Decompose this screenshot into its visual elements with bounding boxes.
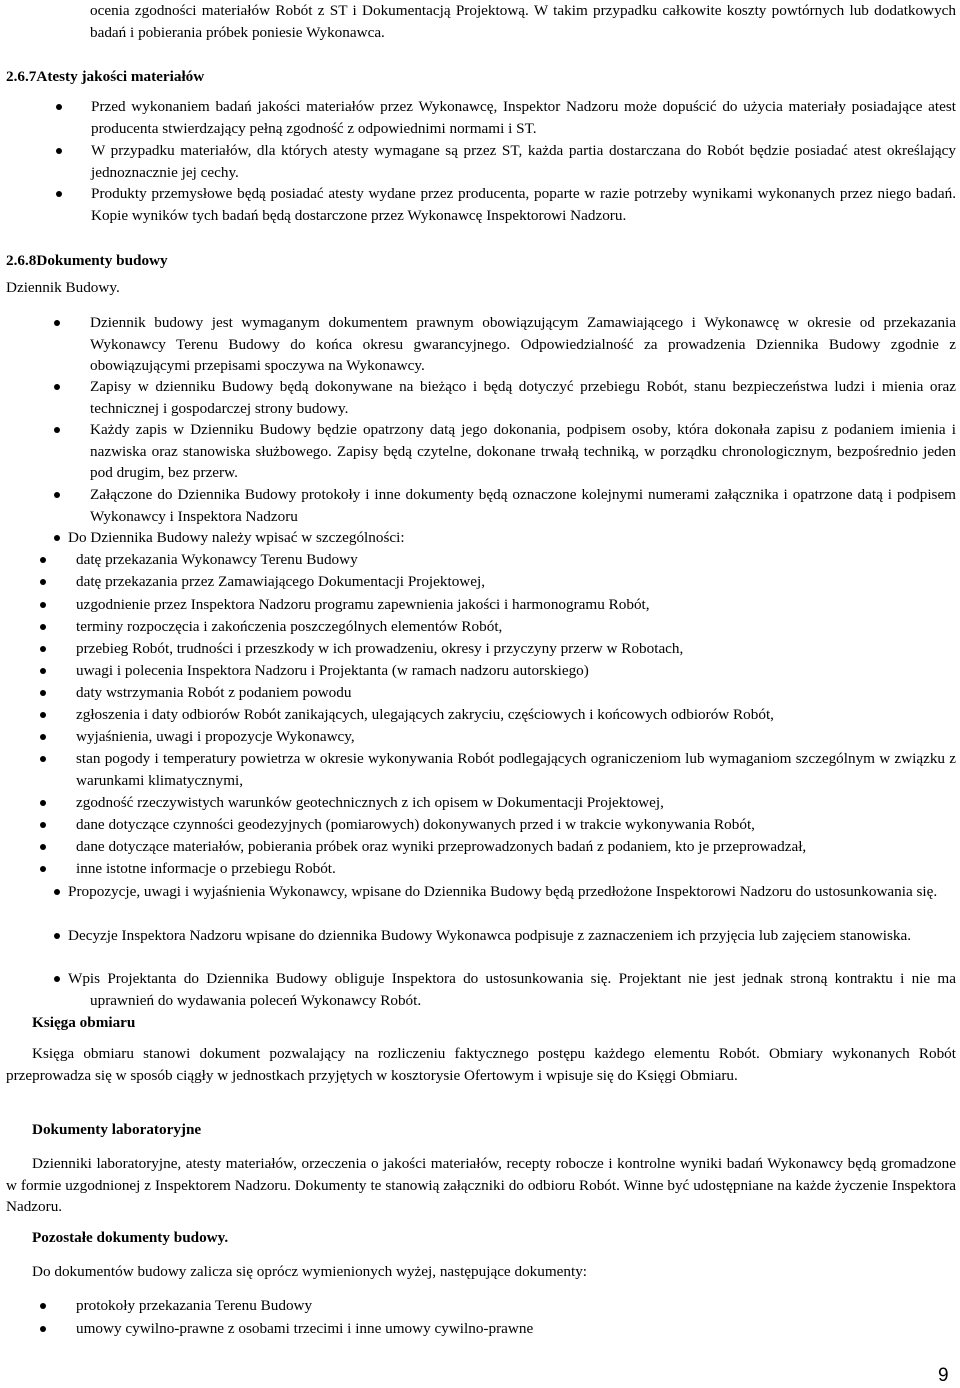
bullet-icon [54,384,60,390]
laboratoryjne-heading: Dokumenty laboratoryjne [32,1121,202,1138]
section-268-number: 2.6.8 [6,252,37,269]
bullet-icon [54,492,60,498]
bullet-icon [40,579,46,585]
bullet-icon [54,427,60,433]
sublist-item-text: przebieg Robót, trudności i przeszkody w ich prowadzeniu, okresy i przyczyny przerw w Robotach, [76,640,684,657]
bullet-icon [54,889,60,895]
section-268-title: Dokumenty budowy [36,252,168,269]
sublist-item-text: uzgodnienie przez Inspektora Nadzoru programu zapewnienia jakości i harmonogramu Robót, [76,596,650,613]
list-item [54,376,956,419]
list-item-text: Każdy zapis w Dzienniku Budowy będzie opatrzony datą jego dokonania, podpisem osoby, która dokonała zapisu z podaniem imienia i nazwiska oraz stanowiska służbowego. Zapisy będą czytelne, dokonane trwałą techniką, w porządku chronologicznym, bezpośrednio jeden pod drugim, bez przerw. [90,421,956,482]
list-item [54,527,956,549]
list-item [56,96,956,139]
sublist-item [40,814,956,836]
intro-paragraph: ocenia zgodności materiałów Robót z ST i Dokumentacją Projektową. W takim przypadku całkowite koszty powtórnych lub dodatkowych badań i pobierania próbek poniesie Wykonawca. [90,2,956,41]
sublist-item-text: zgodność rzeczywistych warunków geotechnicznych z ich opisem w Dokumentacji Projektowej, [76,794,664,811]
bullet-icon [56,148,62,154]
bullet-icon [56,191,62,197]
sublist-item [40,549,956,571]
sublist-item [40,616,956,638]
ksiega-heading: Księga obmiaru [32,1014,136,1031]
sublist-item [40,726,956,748]
ksiega-paragraph: Księga obmiaru stanowi dokument pozwalający na rozliczeniu faktycznego postępu każdego elementu Robót. Obmiary wykonanych Robót przeprowadza się w sposób ciągły w jednostkach przyjętych w kosztorysie Ofertowym i wpisuje się do Księgi Obmiaru. [6,1045,956,1084]
list-item-text: protokoły przekazania Terenu Budowy [76,1297,313,1314]
sublist-item [40,748,956,791]
sublist-item-text: stan pogody i temperatury powietrza w okresie wykonywania Robót podlegających ograniczeniom lub wymaganiom szczególnym w związku z warunkami klimatycznymi, [76,750,956,789]
list-item [54,881,956,903]
bullet-icon [40,624,46,630]
sublist-item-text: datę przekazania Wykonawcy Terenu Budowy [76,551,358,568]
bullet-icon [40,646,46,652]
list-item-text: umowy cywilno-prawne z osobami trzecimi i inne umowy cywilno-prawne [76,1320,534,1337]
list-item [54,968,956,1011]
sublist-item [40,704,956,726]
list-item [54,484,956,527]
list-item-text: Dziennik budowy jest wymaganym dokumentem prawnym obowiązującym Zamawiającego i Wykonawcę w okresie od przekazania Wykonawcy Terenu Budowy do końca okresu gwarancyjnego. Odpowiedzialność za prowadzenia Dziennika Budowy zgodnie z obowiązującymi przepisami spoczywa na Wykonawcy. [90,314,956,375]
section-267-heading [6,66,204,88]
list-item [40,1318,956,1340]
sublist-item [40,792,956,814]
pozostale-heading: Pozostałe dokumenty budowy. [32,1229,229,1246]
bullet-icon [54,535,60,541]
list-item-text: Produkty przemysłowe będą posiadać atesty wydane przez producenta, poparte w razie potrzeby wynikami wykonanych przez niego badań. Kopie wyników tych badań będą dostarczone przez Wykonawcę Inspektorowi Nadzoru. [91,185,956,224]
list-item-text: Przed wykonaniem badań jakości materiałów przez Wykonawcę, Inspektor Nadzoru może dopuścić do użycia materiały posiadające atest producenta stwierdzający pełną zgodność z odpowiednimi normami i ST. [91,98,956,137]
sublist-item [40,571,956,593]
section-267-number: 2.6.7 [6,68,37,85]
bullet-icon [40,668,46,674]
list-item-text: W przypadku materiałów, dla których atesty wymagane są przez ST, każda partia dostarczana do Robót będzie posiadać atest określający jednoznacznie jej cechy. [91,142,956,181]
sublist-item-text: datę przekazania przez Zamawiającego Dokumentacji Projektowej, [76,573,486,590]
sublist-item [40,594,956,616]
list-item [54,419,956,484]
bullet-icon [40,866,46,872]
sublist-item [40,660,956,682]
sublist-item-text: zgłoszenia i daty odbiorów Robót zanikających, ulegających zakryciu, częściowych i końcowych odbiorów Robót, [76,706,774,723]
bullet-icon [56,104,62,110]
pozostale-paragraph: Do dokumentów budowy zalicza się oprócz wymienionych wyżej, następujące dokumenty: [32,1263,588,1280]
sublist-item [40,682,956,704]
bullet-icon [40,756,46,762]
bullet-icon [40,1326,46,1332]
section-268-subtitle: Dziennik Budowy. [6,279,120,296]
list-item-text: Zapisy w dzienniku Budowy będą dokonywane na bieżąco i będą dotyczyć przebiegu Robót, stanu bezpieczeństwa ludzi i mienia oraz technicznej i gospodarczej strony budowy. [90,378,956,417]
section-268-heading [6,250,168,272]
list-item-text: Decyzje Inspektora Nadzoru wpisane do dziennika Budowy Wykonawca podpisuje z zaznaczeniem ich przyjęcia lub zajęciem stanowiska. [68,927,912,944]
bullet-icon [54,976,60,982]
bullet-icon [40,734,46,740]
sublist-item [40,638,956,660]
list-item [54,925,956,947]
list-item-text: Propozycje, uwagi i wyjaśnienia Wykonawcy, wpisane do Dziennika Budowy będą przedłożone Inspektorowi Nadzoru do ustosunkowania się. [68,883,938,900]
list-item [56,183,956,226]
sublist-item-text: uwagi i polecenia Inspektora Nadzoru i Projektanta (w ramach nadzoru autorskiego) [76,662,589,679]
bullet-icon [54,320,60,326]
list-item [54,312,956,377]
laboratoryjne-paragraph: Dzienniki laboratoryjne, atesty materiałów, orzeczenia o jakości materiałów, recepty robocze i kontrolne wyniki badań Wykonawcy będą gromadzone w formie uzgodnionej z Inspektorem Nadzoru. Dokumenty te stanowią załączniki do odbioru Robót. Winne być udostępniane na każde życzenie Inspektora Nadzoru. [6,1155,956,1216]
page-number: 9 [938,1365,949,1386]
bullet-icon [40,690,46,696]
bullet-icon [54,933,60,939]
list-item [56,140,956,183]
bullet-icon [40,602,46,608]
sublist-item-text: dane dotyczące materiałów, pobierania próbek oraz wyniki przeprowadzonych badań z podaniem, kto je przeprowadzał, [76,838,807,855]
sublist-item-text: daty wstrzymania Robót z podaniem powodu [76,684,352,701]
bullet-icon [40,822,46,828]
list-item [40,1295,956,1317]
list-item-text: Wpis Projektanta do Dziennika Budowy obliguje Inspektora do ustosunkowania się. Projektant nie jest jednak stroną kontraktu i nie ma uprawnień do wydawania poleceń Wykonawcy Robót. [68,970,956,1009]
sublist-item-text: dane dotyczące czynności geodezyjnych (pomiarowych) dokonywanych przed i w trakcie wykonywania Robót, [76,816,755,833]
sublist-item-text: terminy rozpoczęcia i zakończenia poszczególnych elementów Robót, [76,618,503,635]
sublist-item [40,836,956,858]
bullet-icon [40,800,46,806]
bullet-icon [40,712,46,718]
section-267-title: Atesty jakości materiałów [36,68,205,85]
sublist-item [40,858,956,880]
sublist-item-text: inne istotne informacje o przebiegu Robót. [76,860,336,877]
sublist-item-text: wyjaśnienia, uwagi i propozycje Wykonawcy, [76,728,355,745]
bullet-icon [40,557,46,563]
bullet-icon [40,844,46,850]
list-item-text: Załączone do Dziennika Budowy protokoły i inne dokumenty będą oznaczone kolejnymi numerami załącznika i opatrzone datą i podpisem Wykonawcy i Inspektora Nadzoru [90,486,956,525]
bullet-icon [40,1303,46,1309]
list-item-text: Do Dziennika Budowy należy wpisać w szczególności: [68,529,405,546]
